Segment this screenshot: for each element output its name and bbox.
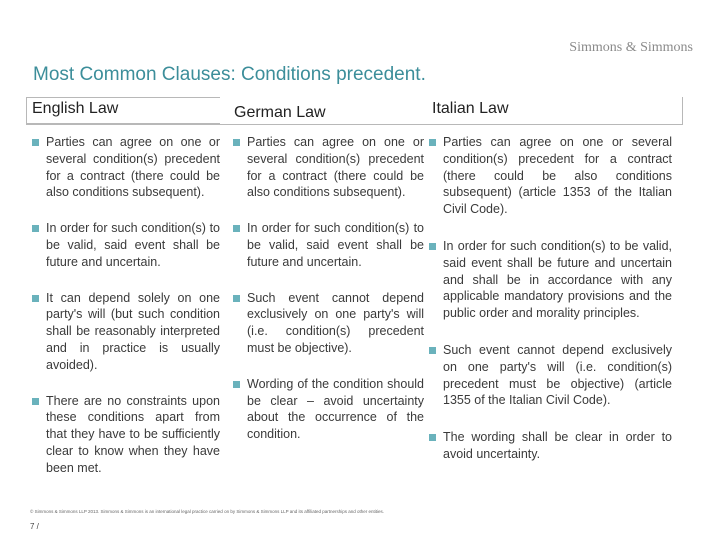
table-header-row <box>26 97 683 124</box>
bullet-item <box>31 134 220 201</box>
bullet-item <box>31 393 220 477</box>
footer-copyright: © Simmons & Simmons LLP 2013. Simmons & Simmons is an international legal practice carried on by Simmons & Simmons LLP and its affiliated partnerships and other entities. <box>30 509 384 514</box>
square-bullet-icon <box>32 295 39 302</box>
square-bullet-icon <box>429 139 436 146</box>
column-italian-law <box>428 134 672 483</box>
square-bullet-icon <box>429 347 436 354</box>
header-italian-law: Italian Law <box>432 100 509 117</box>
header-english-law: English Law <box>26 97 220 124</box>
bullet-text: Wording of the condition should be clear – avoid uncertainty about the occurrence of the condition. <box>247 376 424 442</box>
bullet-text: There are no constraints upon these conditions apart from that they have to be sufficiently clear to know when they have been met. <box>46 393 220 475</box>
page-title: Most Common Clauses: Conditions precedent. <box>33 64 426 85</box>
bullet-text: In order for such condition(s) to be valid, said event shall be future and uncertain. <box>247 221 424 269</box>
bullet-text: The wording shall be clear in order to avoid uncertainty. <box>443 430 672 461</box>
bullet-item <box>31 220 220 270</box>
header-divider <box>26 124 683 125</box>
square-bullet-icon <box>233 139 240 146</box>
bullet-item <box>428 238 672 322</box>
square-bullet-icon <box>429 243 436 250</box>
column-english-law <box>31 134 220 496</box>
bullet-text: Parties can agree on one or several condition(s) precedent for a contract (there could be also conditions subsequent). <box>46 135 220 200</box>
bullet-item <box>428 429 672 463</box>
bullet-item <box>428 342 672 409</box>
square-bullet-icon <box>233 295 240 302</box>
bullet-item <box>232 220 424 270</box>
bullet-item <box>232 134 424 201</box>
brand-logo: Simmons & Simmons <box>569 40 693 55</box>
bullet-text: Parties can agree on one or several condition(s) precedent for a contract (there could be also conditions subsequent). <box>247 135 424 200</box>
header-german-law: German Law <box>234 104 326 121</box>
square-bullet-icon <box>429 434 436 441</box>
comparison-table <box>26 97 683 497</box>
square-bullet-icon <box>32 139 39 146</box>
bullet-text: Parties can agree on one or several condition(s) precedent for a contract (there could be also conditions subsequent) (article 1353 of the Italian Civil Code). <box>443 135 672 217</box>
bullet-item <box>232 290 424 357</box>
square-bullet-icon <box>32 225 39 232</box>
bullet-text: In order for such condition(s) to be valid, said event shall be future and uncertain and shall be in accordance with any applicable mandatory provisions and the public order and morality principles. <box>443 238 672 321</box>
bullet-item <box>428 134 672 218</box>
column-german-law <box>232 134 424 462</box>
header-border-right <box>682 97 683 124</box>
bullet-item <box>232 376 424 443</box>
bullet-text: It can depend solely on one party's will (but such condition shall be reasonably interpreted and in practice is usually avoided). <box>46 290 220 372</box>
bullet-text: Such event cannot depend exclusively on one party's will (i.e. condition(s) precedent must be objective). <box>247 290 424 355</box>
square-bullet-icon <box>233 225 240 232</box>
bullet-text: Such event cannot depend exclusively on one party's will (i.e. condition(s) precedent must be objective) (article 1355 of the Italian Civil Code). <box>443 342 672 408</box>
bullet-item <box>31 290 220 374</box>
square-bullet-icon <box>32 398 39 405</box>
square-bullet-icon <box>233 381 240 388</box>
bullet-text: In order for such condition(s) to be valid, said event shall be future and uncertain. <box>46 221 220 269</box>
page-number: 7 / <box>30 522 39 531</box>
